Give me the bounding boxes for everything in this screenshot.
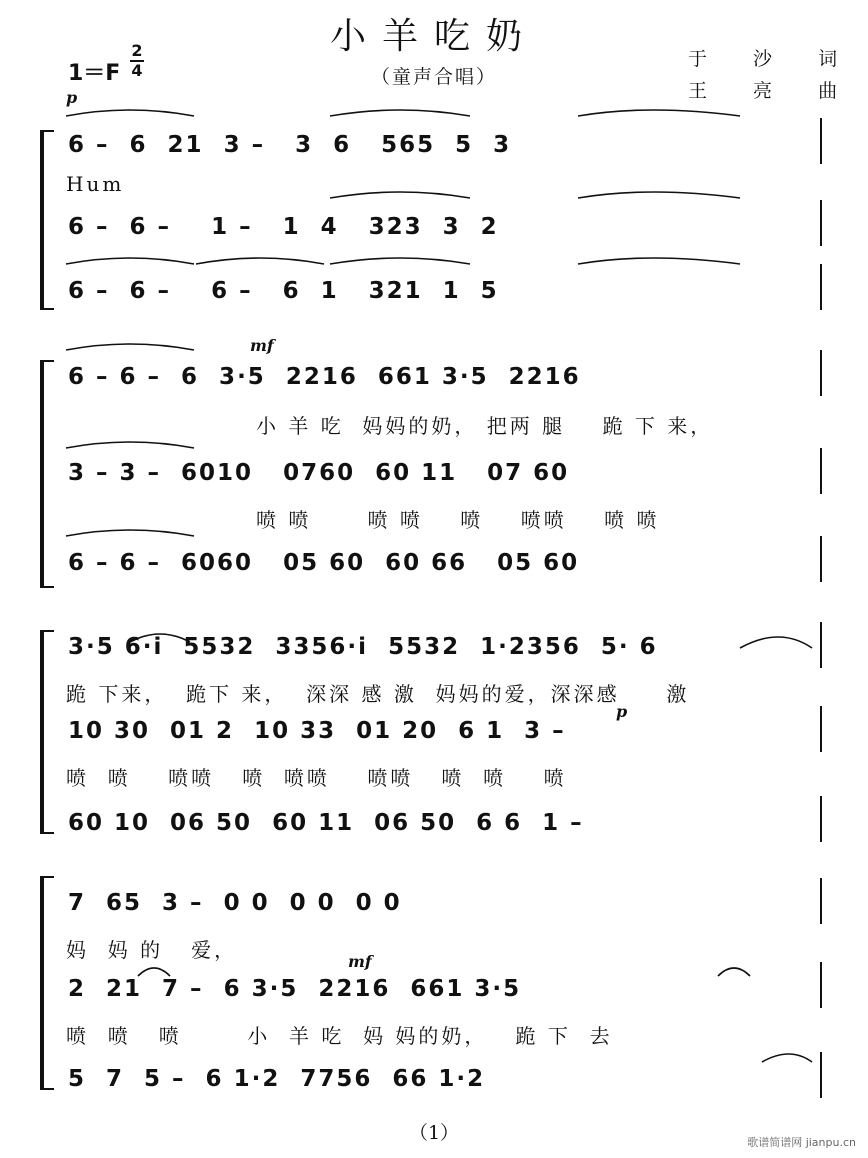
lyric-line: 跪 下来， 跪下 来， 深深 感 激 妈妈的爱，深深感 激 [66,682,690,706]
staff-row: 7 65 3 – 0 0 0 0 0 0 [68,890,402,916]
slur [66,442,194,448]
lyric-line: 妈 妈 的 爱， [66,938,238,962]
staff-row: 3 – 3 – 6010 0760 60 11 07 60 [68,460,570,486]
slur [578,192,740,198]
slur [138,968,170,976]
slur [330,110,470,116]
lyricist: 于 沙 词 [688,48,858,70]
time-denominator: 4 [131,61,143,80]
song-subtitle: （童声合唱） [370,66,497,88]
staff-row: 6 – 6 – 6 3·5 2216 661 3·5 2216 [68,364,581,390]
lyric-line: 喷 喷 喷喷 喷 喷喷 喷喷 喷 喷 喷 [66,766,567,790]
song-title: 小羊吃奶 [329,16,538,57]
staff-row: 10 30 01 2 10 33 01 20 6 1 3 – [68,718,566,744]
slur [762,1054,812,1062]
composer: 王 亮 曲 [688,80,858,102]
lyric-line: 喷 喷 喷 喷 喷 喷喷 喷 喷 [256,508,660,532]
slur [66,258,194,264]
staff-row: 5 7 5 – 6 1·2 7756 66 1·2 [68,1066,486,1092]
slur [66,344,194,350]
watermark: 歌谱简谱网 jianpu.cn [747,1136,856,1149]
page-number: （1） [408,1122,460,1144]
slur [66,530,194,536]
staff-row: 6 – 6 21 3 – 3 6 565 5 3 [68,132,512,158]
key-signature: 1＝F [68,61,121,86]
slur [196,258,324,264]
slur [130,634,190,642]
staff-row: 3·5 6·i 5532 3356·i 5532 1·2356 5· 6 [68,634,658,660]
lyric-line: 小 羊 吃 妈妈的奶， 把两 腿 跪 下 来， [256,414,714,438]
lyric-line: Hum [66,172,125,196]
staff-row: 60 10 06 50 60 11 06 50 6 6 1 – [68,810,584,836]
staff-row: 6 – 6 – 6 – 6 1 321 1 5 [68,278,499,304]
dynamic-mf: mf [250,336,274,355]
slur [330,192,470,198]
staff-row: 2 21 7 – 6 3·5 2216 661 3·5 [68,976,522,1002]
slur [740,637,812,648]
slur [66,110,194,116]
lyric-line: 喷 喷 喷 小 羊 吃 妈 妈的奶， 跪 下 去 [66,1024,613,1048]
slur [578,110,740,116]
dynamic-p: p [616,702,628,721]
dynamic-p: p [66,88,78,107]
slur [718,968,750,976]
dynamic-mf: mf [348,952,372,971]
slur [578,258,740,264]
staff-row: 6 – 6 – 1 – 1 4 323 3 2 [68,214,499,240]
slur [330,258,470,264]
staff-row: 6 – 6 – 6060 05 60 60 66 05 60 [68,550,580,576]
time-numerator: 2 [131,41,143,60]
